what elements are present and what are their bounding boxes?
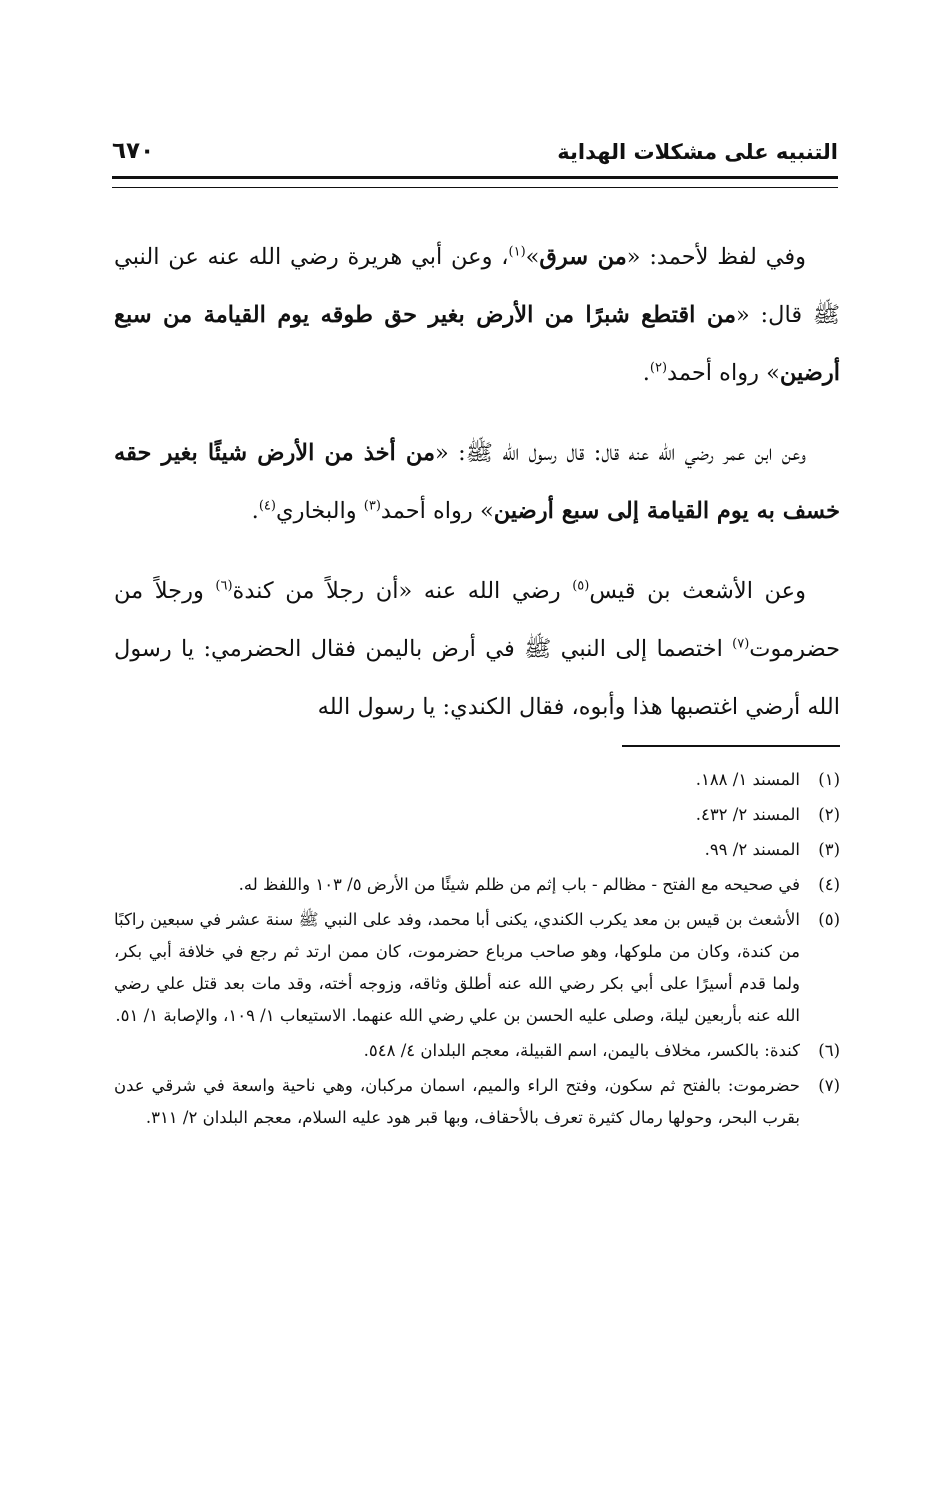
footnote-ref: (٣): [363, 498, 381, 514]
footnote-number: (٧): [818, 1076, 840, 1095]
footnote-number: (٥): [818, 910, 840, 929]
text-span: وعن ابن عمر رضي الله عنه قال: قال رسول الله ﷺ: «: [435, 440, 806, 466]
text-span: .: [251, 498, 259, 524]
text-span: اختصما إلى النبي ﷺ في أرض باليمن فقال الحضرمي: يا رسول الله أرضي اغتصبها هذا وأبوه، فقال الكندي: يا رسول الله: [114, 636, 840, 720]
hadith-quote: من اقتطع شبرًا من الأرض بغير حق طوقه يوم القيامة من سبع أرضين: [114, 302, 840, 386]
footnote-7: [114, 1070, 840, 1134]
footnote-1: [114, 764, 840, 796]
text-span: وعن الأشعث بن قيس: [589, 578, 806, 604]
footnote-number: (٢): [818, 805, 840, 824]
text-span: ، وعن أبي هريرة رضي الله عنه عن النبي ﷺ قال: «: [114, 244, 841, 328]
text-span: » رواه أحمد: [667, 360, 780, 386]
text-span: » رواه أحمد: [380, 498, 494, 524]
text-span: والبخاري: [275, 498, 364, 524]
main-text: [114, 228, 840, 758]
footnote-ref: (١): [508, 244, 526, 260]
footnote-6: [114, 1035, 840, 1067]
footnote-text: الأشعث بن قيس بن معد يكرب الكندي، يكنى أبا محمد، وفد على النبي ﷺ سنة عشر في سبعين راكبًا من كندة، وكان من ملوكها، وهو صاحب مرباع حضرموت، كان ممن ارتد ثم رجع في خلافة أبي بكر، ولما قدم أسيرًا على أبي بكر رضي الله عنه أطلق وثاقه، وزوجه أخته، وقد مات بعد قتل علي رضي الله عنه بأربعين ليلة، وصلى عليه الحسن بن علي رضي الله عنهما. الاستيعاب ١/ ١٠٩، والإصابة ١/ ٥١.: [114, 910, 800, 1025]
footnote-text: في صحيحه مع الفتح - مظالم - باب إثم من ظلم شيئًا من الأرض ٥/ ١٠٣ واللفظ له.: [238, 875, 800, 894]
footnote-5: [114, 904, 840, 1032]
paragraph-1: [114, 228, 840, 402]
footnote-text: المسند ١/ ١٨٨.: [695, 770, 800, 789]
text-span: رضي الله عنه «أن رجلاً من كندة: [232, 578, 573, 604]
footnote-text: المسند ٢/ ٤٣٢.: [695, 805, 800, 824]
footnotes: [114, 764, 840, 1137]
footnote-ref: (٧): [732, 636, 750, 652]
hadith-quote: من سرق: [539, 244, 627, 270]
footnote-ref: (٢): [649, 360, 668, 376]
paragraph-2: [114, 424, 840, 540]
footnote-ref: (٥): [572, 578, 590, 594]
footnote-2: [114, 799, 840, 831]
footnote-number: (١): [818, 770, 840, 789]
page-number: ٦٧٠: [112, 138, 155, 164]
text-span: .: [642, 360, 650, 386]
footnote-number: (٣): [818, 840, 840, 859]
footnote-text: كندة: بالكسر، مخلاف باليمن، اسم القبيلة، معجم البلدان ٤/ ٥٤٨.: [363, 1041, 800, 1060]
footnote-number: (٤): [818, 875, 840, 894]
text-span: ورجلاً من حضرموت: [114, 578, 840, 662]
footnote-ref: (٤): [258, 498, 276, 514]
footnote-ref: (٦): [215, 578, 233, 594]
footnote-text: المسند ٢/ ٩٩.: [704, 840, 800, 859]
paragraph-3: [114, 562, 840, 736]
header-double-rule: [112, 176, 838, 188]
text-span: وفي لفظ لأحمد: «: [626, 244, 806, 270]
hadith-quote: من أخذ من الأرض شيئًا بغير حقه خسف به يوم القيامة إلى سبع أرضين: [114, 440, 840, 524]
footnote-text: حضرموت: بالفتح ثم سكون، وفتح الراء والميم، اسمان مركبان، وهي ناحية واسعة في شرقي عدن بقرب البحر، وحولها رمال كثيرة تعرف بالأحقاف، وبها قبر هود عليه السلام، معجم البلدان ٢/ ٣١١.: [114, 1076, 800, 1127]
footnote-number: (٦): [818, 1041, 840, 1060]
footnote-separator: [622, 745, 840, 747]
footnote-3: [114, 834, 840, 866]
running-title: التنبيه على مشكلات الهداية: [557, 140, 838, 164]
running-header: [112, 138, 838, 178]
text-span: »: [525, 244, 540, 270]
footnote-4: [114, 869, 840, 901]
